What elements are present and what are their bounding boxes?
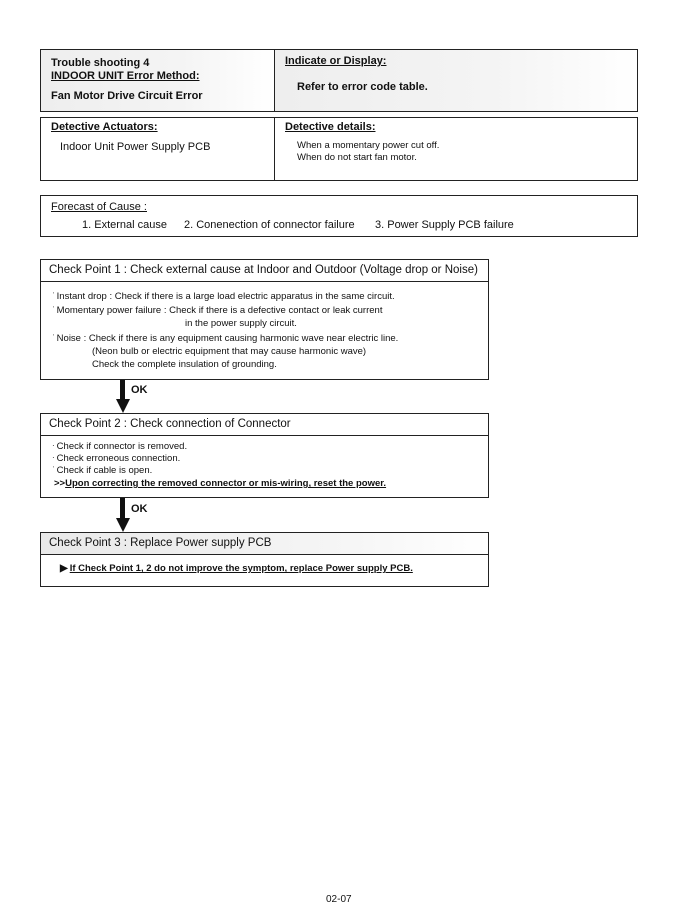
indicate-value: Refer to error code table. xyxy=(297,81,428,93)
actuators-cell xyxy=(41,118,275,180)
play-marker-icon: ▶ xyxy=(60,563,68,574)
cp1-line: ˈ Instant drop : Check if there is a large load electric apparatus in the same circuit. xyxy=(52,291,395,302)
forecast-cause-1: 1. External cause xyxy=(82,219,167,231)
ok-label: OK xyxy=(131,503,148,515)
check-point-3-title: Check Point 3 : Replace Power supply PCB xyxy=(41,533,488,555)
cp2-line: · Check if connector is removed. xyxy=(52,441,188,452)
check-point-2-title: Check Point 2 : Check connection of Connector xyxy=(41,414,488,436)
cp2-line: · Check erroneous connection. xyxy=(52,453,181,464)
bullet-icon: ˈ xyxy=(52,333,55,342)
error-method-cell xyxy=(41,50,275,111)
cp1-line: Check the complete insulation of grounding. xyxy=(92,359,277,370)
actuators-value: Indoor Unit Power Supply PCB xyxy=(60,141,211,153)
bullet-icon: ˈ xyxy=(52,305,55,314)
cp1-line: ˈ Noise : Check if there is any equipment causing harmonic wave near electric line. xyxy=(52,333,399,344)
cp3-note: ▶ If Check Point 1, 2 do not improve the symptom, replace Power supply PCB. xyxy=(60,563,413,574)
header-box xyxy=(40,49,638,112)
cp1-line: (Neon bulb or electric equipment that may cause harmonic wave) xyxy=(92,346,367,357)
forecast-box xyxy=(40,195,638,237)
check-point-3 xyxy=(40,532,489,587)
details-line: When do not start fan motor. xyxy=(297,152,417,163)
check-point-1 xyxy=(40,259,489,380)
down-arrow-icon xyxy=(116,380,130,413)
error-method-label: INDOOR UNIT Error Method: xyxy=(51,70,200,82)
cp1-line: in the power supply circuit. xyxy=(185,318,297,329)
forecast-cause-2: 2. Conenection of connector failure xyxy=(184,219,355,231)
down-arrow-icon xyxy=(116,498,130,532)
check-point-1-title: Check Point 1 : Check external cause at Indoor and Outdoor (Voltage drop or Noise) xyxy=(41,260,488,282)
indicate-cell xyxy=(275,50,637,111)
troubleshooting-label: Trouble shooting 4 xyxy=(51,57,150,69)
detective-box xyxy=(40,117,638,181)
forecast-label: Forecast of Cause : xyxy=(51,201,147,213)
details-cell xyxy=(275,118,637,180)
forecast-cause-3: 3. Power Supply PCB failure xyxy=(375,219,514,231)
details-label: Detective details: xyxy=(285,121,376,133)
bullet-icon: · xyxy=(52,453,55,462)
bullet-icon: ˈ xyxy=(52,291,55,300)
cp1-line: ˈ Momentary power failure : Check if there is a defective contact or leak current xyxy=(52,305,383,316)
actuators-label: Detective Actuators: xyxy=(51,121,158,133)
cp2-note: >>Upon correcting the removed connector or mis-wiring, reset the power. xyxy=(54,478,387,489)
ok-label: OK xyxy=(131,384,148,396)
check-point-2 xyxy=(40,413,489,498)
indicate-label: Indicate or Display: xyxy=(285,55,387,67)
bullet-icon: ˈ xyxy=(52,465,55,474)
page-number: 02-07 xyxy=(326,894,352,905)
details-line: When a momentary power cut off. xyxy=(297,140,440,151)
bullet-icon: · xyxy=(52,441,55,450)
error-name: Fan Motor Drive Circuit Error xyxy=(51,90,203,102)
cp2-line: ˈ Check if cable is open. xyxy=(52,465,153,476)
